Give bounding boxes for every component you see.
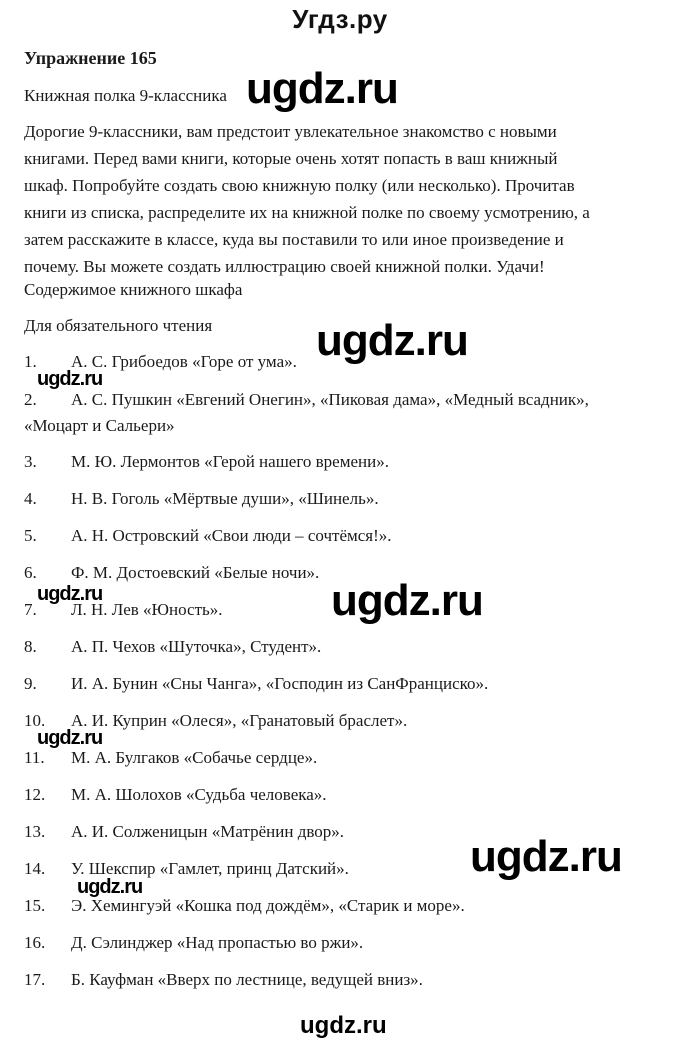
watermark: ugdz.ru <box>316 316 468 365</box>
list-item: 7. Л. Н. Лев «Юность». <box>24 600 223 619</box>
list-item: 16. Д. Сэлинджер «Над пропастью во ржи». <box>24 933 364 952</box>
intro-line: затем расскажите в классе, куда вы поставили то или иное произведение и <box>24 230 564 249</box>
list-item: 15. Э. Хемингуэй «Кошка под дождём», «Старик и море». <box>24 896 465 915</box>
exercise-title: Упражнение 165 <box>24 48 157 68</box>
list-item: 3. М. Ю. Лермонтов «Герой нашего времени». <box>24 452 389 471</box>
watermark: ugdz.ru <box>246 64 398 113</box>
watermark: ugdz.ru <box>37 368 103 390</box>
list-item-continuation: «Моцарт и Сальери» <box>24 416 175 435</box>
section-heading: Содержимое книжного шкафа <box>24 280 243 299</box>
list-item: 10. А. И. Куприн «Олеся», «Гранатовый браслет». <box>24 711 408 730</box>
watermark: ugdz.ru <box>331 576 483 625</box>
intro-line: Дорогие 9-классники, вам предстоит увлекательное знакомство с новыми <box>24 122 557 141</box>
watermark: ugdz.ru <box>37 583 103 605</box>
list-item: 8. А. П. Чехов «Шуточка», Студент». <box>24 637 322 656</box>
list-item: 5. А. Н. Островский «Свои люди – сочтёмся!». <box>24 526 392 545</box>
watermark: ugdz.ru <box>37 727 103 749</box>
intro-line: книги из списка, распределите их на книжной полке по своему усмотрению, а <box>24 203 590 222</box>
intro-line: шкаф. Попробуйте создать свою книжную полку (или несколько). Прочитав <box>24 176 575 195</box>
list-heading: Для обязательного чтения <box>24 316 213 335</box>
list-item: 2. А. С. Пушкин «Евгений Онегин», «Пиковая дама», «Медный всадник», <box>24 390 589 409</box>
intro-line: почему. Вы можете создать иллюстрацию своей книжной полки. Удачи! <box>24 257 545 276</box>
list-item: 11. М. А. Булгаков «Собачье сердце». <box>24 748 318 767</box>
list-item: 1. А. С. Грибоедов «Горе от ума». <box>24 352 297 371</box>
exercise-subtitle: Книжная полка 9-классника <box>24 86 227 105</box>
list-item: 17. Б. Кауфман «Вверх по лестнице, ведущей вниз». <box>24 970 423 989</box>
watermark: ugdz.ru <box>470 832 622 881</box>
intro-paragraph <box>24 118 654 280</box>
site-title: Угдз.ру <box>292 4 388 34</box>
list-item: 9. И. А. Бунин «Сны Чанга», «Господин из СанФранциско». <box>24 674 489 693</box>
list-item: 6. Ф. М. Достоевский «Белые ночи». <box>24 563 320 582</box>
watermark: ugdz.ru <box>77 876 143 898</box>
list-item: 4. Н. В. Гоголь «Мёртвые души», «Шинель». <box>24 489 379 508</box>
footer-watermark: ugdz.ru <box>300 1012 387 1039</box>
list-item: 14. У. Шекспир «Гамлет, принц Датский». <box>24 859 349 878</box>
list-item: 13. А. И. Солженицын «Матрёнин двор». <box>24 822 345 841</box>
intro-line: книгами. Перед вами книги, которые очень хотят попасть в ваш книжный <box>24 149 558 168</box>
list-item: 12. М. А. Шолохов «Судьба человека». <box>24 785 327 804</box>
